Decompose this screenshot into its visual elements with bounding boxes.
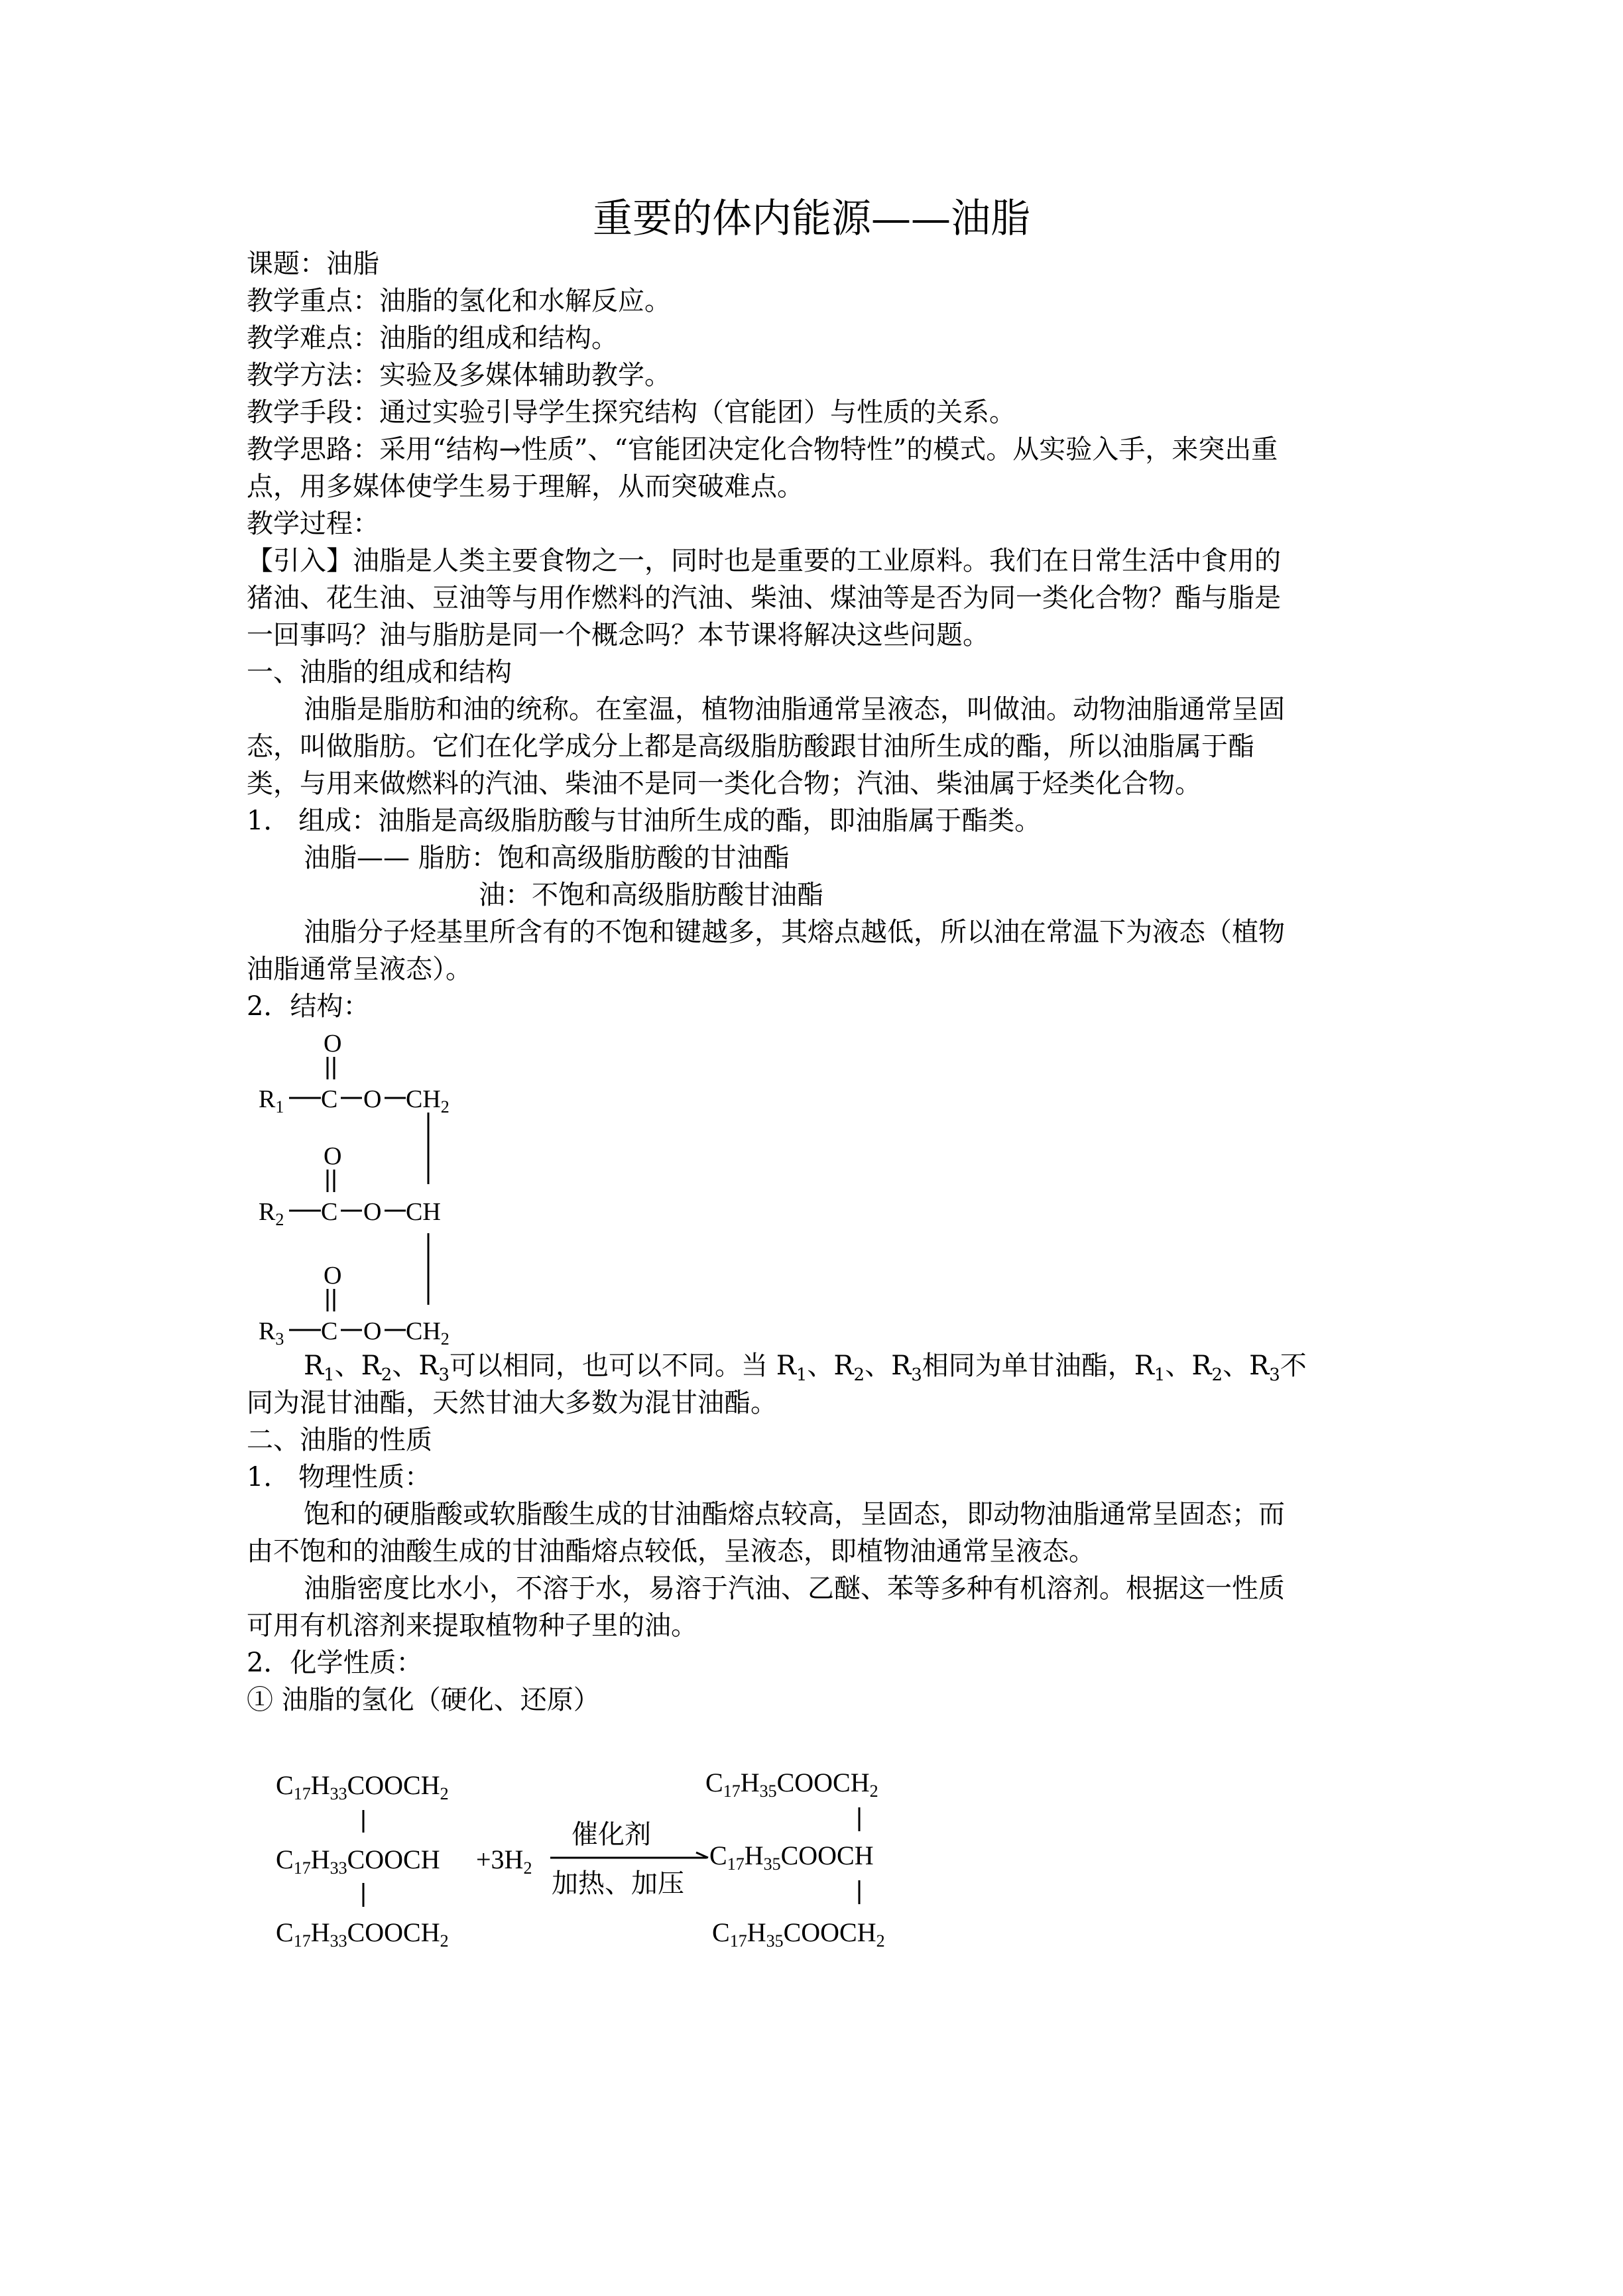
ester-o-3: O <box>363 1317 382 1345</box>
unsaturation-line-2: 油脂通常呈液态）。 <box>247 954 472 985</box>
idea-line-2: 点，用多媒体使学生易于理解，从而突破难点。 <box>247 471 804 502</box>
product-row-1: $C_{17}H_{35}COOCH_2$ <box>705 1768 878 1801</box>
hydrogenation-heading: ① 油脂的氢化（硬化、还原） <box>247 1685 600 1715</box>
difficulty-line: 教学难点：油脂的组成和结构。 <box>247 323 618 353</box>
definition-line-1: 油脂是脂肪和油的统称。在室温，植物油脂通常呈液态，叫做油。动物油脂通常呈固 <box>304 694 1285 725</box>
reactant-row-3: $C_{17}H_{33}COOCH_2$ <box>276 1917 449 1951</box>
carbonyl-o-1: O <box>324 1030 342 1057</box>
definition-line-3: 类，与用来做燃料的汽油、柴油不是同一类化合物；汽油、柴油属于烃类化合物。 <box>247 768 1201 799</box>
r1-group: $R_1$ <box>259 1085 284 1117</box>
topic-line: 课题：油脂 <box>247 249 379 279</box>
chemical-heading: 2．化学性质： <box>247 1648 423 1678</box>
intro-line-2: 猪油、花生油、豆油等与用作燃料的汽油、柴油、煤油等是否为同一类化合物？酯与脂是 <box>247 583 1281 613</box>
r-note-line-1: $R_1$、$R_2$、$R_3$可以相同，也可以不同。当 $R_1$、$R_2$、$R_3$相同为单甘油酯，$R_1$、$R_2$、$R_3$不 <box>304 1351 1307 1385</box>
ester-o-1: O <box>363 1085 382 1113</box>
product-row-2: $C_{17}H_{35}COOCH$ <box>709 1841 874 1874</box>
key-point-line: 教学重点：油脂的氢化和水解反应。 <box>247 286 671 316</box>
structure-heading: 2．结构： <box>247 991 370 1022</box>
ch2-top: $CH_2$ <box>406 1085 450 1117</box>
carbonyl-c-1: C <box>321 1085 338 1113</box>
definition-line-2: 态，叫做脂肪。它们在化学成分上都是高级脂肪酸跟甘油所生成的酯，所以油脂属于酯 <box>247 731 1254 762</box>
carbonyl-o-3: O <box>324 1262 342 1290</box>
ester-o-2: O <box>363 1198 382 1226</box>
hydrogenation-reaction-diagram <box>265 1750 928 1969</box>
product-row-3: $C_{17}H_{35}COOCH_2$ <box>712 1917 885 1951</box>
unsaturation-line-1: 油脂分子烃基里所含有的不饱和键越多，其熔点越低，所以油在常温下为液态（植物 <box>304 917 1285 947</box>
r-note-line-2: 同为混甘油酯，天然甘油大多数为混甘油酯。 <box>247 1388 777 1418</box>
classification-oil: 油：不饱和高级脂肪酸甘油酯 <box>479 880 823 910</box>
section2-heading: 二、油脂的性质 <box>247 1425 432 1455</box>
physical-line-4: 可用有机溶剂来提取植物种子里的油。 <box>247 1610 697 1641</box>
catalyst-label: 催化剂 <box>571 1819 651 1849</box>
process-line: 教学过程： <box>247 509 379 539</box>
reactant-row-2: $C_{17}H_{33}COOCH$ <box>276 1844 440 1878</box>
reactant-row-1: $C_{17}H_{33}COOCH_2$ <box>276 1770 449 1803</box>
means-line: 教学手段：通过实验引导学生探究结构（官能团）与性质的关系。 <box>247 397 1016 428</box>
method-line: 教学方法：实验及多媒体辅助教学。 <box>247 360 671 391</box>
composition-line: 1． 组成：油脂是高级脂肪酸与甘油所生成的酯，即油脂属于酯类。 <box>247 806 1042 836</box>
ch2-bottom: $CH_2$ <box>406 1317 450 1346</box>
ch-middle: CH <box>406 1198 441 1226</box>
carbonyl-c-3: C <box>321 1317 338 1345</box>
intro-line-1: 【引入】油脂是人类主要食物之一，同时也是重要的工业原料。我们在日常生活中食用的 <box>247 546 1281 576</box>
physical-line-2: 由不饱和的油酸生成的甘油酯熔点较低，呈液态，即植物油通常呈液态。 <box>247 1536 1095 1567</box>
hydrogen-reagent: $+3H_2$ <box>476 1844 532 1878</box>
classification-fat: 油脂—— 脂肪：饱和高级脂肪酸的甘油酯 <box>304 843 790 873</box>
carbonyl-c-2: C <box>321 1198 338 1226</box>
triglyceride-structure-diagram <box>252 1028 491 1346</box>
r3-group: $R_3$ <box>259 1317 284 1346</box>
intro-line-3: 一回事吗？油与脂肪是同一个概念吗？本节课将解决这些问题。 <box>247 620 989 650</box>
physical-line-3: 油脂密度比水小，不溶于水，易溶于汽油、乙醚、苯等多种有机溶剂。根据这一性质 <box>304 1573 1285 1604</box>
idea-line-1: 教学思路：采用“结构→性质”、“官能团决定化合物特性”的模式。从实验入手，来突出重 <box>247 434 1278 465</box>
carbonyl-o-2: O <box>324 1142 342 1170</box>
physical-line-1: 饱和的硬脂酸或软脂酸生成的甘油酯熔点较高，呈固态，即动物油脂通常呈固态；而 <box>304 1499 1285 1530</box>
conditions-label: 加热、加压 <box>552 1868 684 1898</box>
physical-heading: 1． 物理性质： <box>247 1462 432 1492</box>
page-title: 重要的体内能源——油脂 <box>593 196 1030 242</box>
section1-heading: 一、油脂的组成和结构 <box>247 657 512 688</box>
r2-group: $R_2$ <box>259 1198 284 1229</box>
